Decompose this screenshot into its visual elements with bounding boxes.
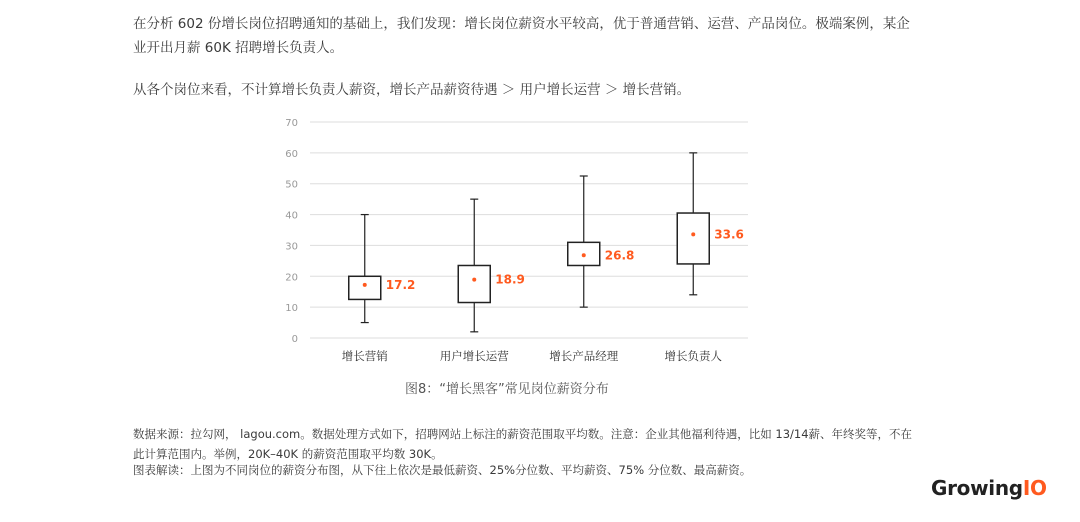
mean-marker [472, 278, 476, 282]
mean-marker [582, 253, 586, 257]
logo-text: Growing [931, 476, 1023, 500]
category-label: 用户增长运营 [439, 349, 509, 363]
y-tick-label: 0 [291, 334, 298, 345]
y-tick-label: 30 [285, 241, 298, 253]
article-paragraph-2: 从各个岗位来看，不计算增长负责人薪资，增长产品薪资待遇 ＞ 用户增长运营 ＞ 增长营销。 [133, 82, 691, 98]
mean-value-label: 33.6 [714, 227, 744, 242]
y-tick-label: 60 [285, 148, 298, 160]
category-label: 增长负责人 [664, 349, 722, 363]
salary-boxplot-chart [270, 110, 770, 372]
mean-value-label: 17.2 [385, 277, 416, 292]
box-iqr [458, 265, 490, 302]
mean-value-label: 18.9 [495, 272, 525, 287]
article-paragraph-1: 在分析 602 份增长岗位招聘通知的基础上，我们发现：增长岗位薪资水平较高，优于普通营销、运营、产品岗位。极端案例，某企业开出月薪 60K 招聘增长负责人。 [133, 16, 910, 56]
category-label: 增长营销 [341, 349, 388, 363]
y-tick-label: 20 [285, 272, 298, 284]
mean-value-label: 26.8 [604, 248, 635, 263]
growingio-logo [931, 476, 1047, 500]
box-iqr [677, 213, 709, 264]
y-tick-label: 40 [285, 210, 298, 222]
y-tick-label: 70 [285, 118, 298, 129]
y-tick-label: 10 [285, 303, 298, 315]
mean-marker [691, 232, 695, 236]
category-label: 增长产品经理 [549, 349, 619, 363]
box-iqr [349, 276, 381, 299]
mean-marker [363, 283, 367, 287]
y-tick-label: 50 [285, 179, 298, 191]
chart-reading-note: 图表解读：上图为不同岗位的薪资分布图，从下往上依次是最低薪资、25%分位数、平均薪资、75% 分位数、最高薪资。 [133, 463, 752, 477]
logo-accent: IO [1022, 476, 1047, 500]
data-source-note: 数据来源：拉勾网， lagou.com。数据处理方式如下，招聘网站上标注的薪资范围取平均数。注意：企业其他福利待遇，比如 13/14薪、年终奖等，不在此计算范围内。举例，20K–40K 的薪资范围取平均数 30K。 [133, 427, 913, 461]
figure-caption: 图8：“增长黑客”常见岗位薪资分布 [405, 382, 609, 397]
